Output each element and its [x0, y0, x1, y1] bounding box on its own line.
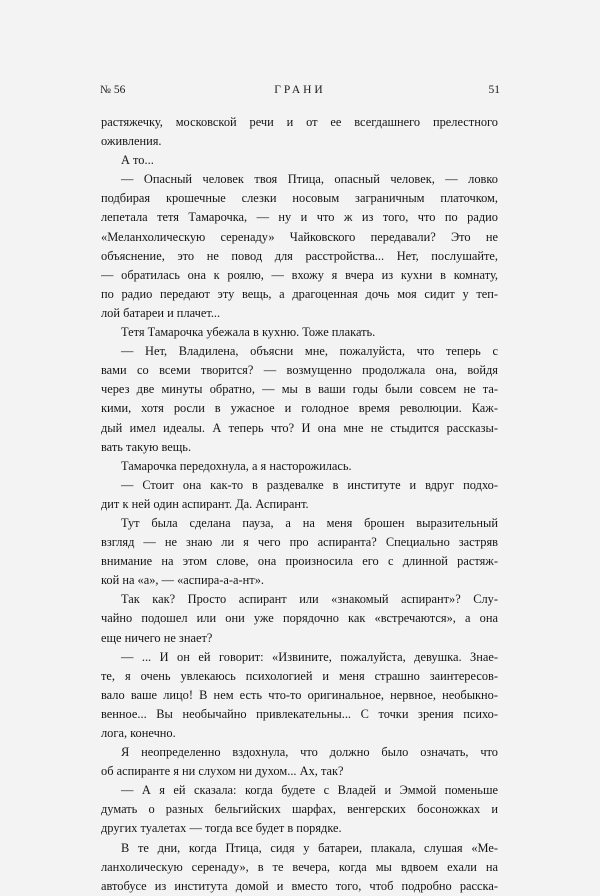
text-line: растяжечку, московской речи и от ее всегдашнего прелестного [101, 115, 498, 129]
text-line: дит к ней один аспирант. Да. Аспирант. [101, 496, 309, 511]
text-line: еще ничего не знает? [101, 630, 213, 645]
text-line: — А я ей сказала: когда будете с Владей и Эммой поменьше [121, 783, 498, 798]
text-line: — Нет, Владилена, объясни мне, пожалуйста, что теперь с [121, 344, 498, 359]
text-line: те, я очень увлекаюсь психологией и меня страшно заинтересов- [101, 668, 498, 683]
text-line: вами со всеми творится? — возмущенно продолжала она, войдя [101, 363, 498, 378]
text-line: Так как? Просто аспирант или «знакомый аспирант»? Слу- [121, 592, 498, 607]
running-header [100, 84, 500, 100]
text-line: вало ваше лицо! В нем есть что-то оригинальное, нервное, необыкно- [101, 687, 498, 702]
text-line: — обратилась она к роялю, — вхожу я вчера из кухни в комнату, [101, 267, 498, 282]
text-line: через две минуты обратно, — мы в ваши годы были совсем не та- [101, 382, 498, 397]
text-line: Тамарочка передохнула, а я насторожилась. [121, 458, 352, 473]
text-line: кой на «а», — «аспира-а-а-нт». [101, 573, 264, 588]
text-line: взгляд — не знаю ли я чего про аспиранта? Специально застряв [101, 535, 498, 550]
text-line: об аспиранте я ни слухом ни духом... Ах, так? [101, 764, 344, 779]
text-line: «Меланхолическую серенаду» Чайковского передавали? Это не [101, 229, 498, 244]
text-line: Тут была сделана пауза, а на меня брошен выразительный [121, 515, 498, 530]
body-text [101, 113, 498, 896]
text-line: А то... [121, 153, 154, 168]
text-line: объяснение, это не повод для расстройства... Нет, послушайте, [101, 248, 498, 263]
text-line: по радио передают эту вещь, а драгоценная дочь моя сидит у теп- [101, 286, 498, 301]
text-line: подбирая крошечные слезки носовым заграничным платочком, [101, 191, 498, 206]
text-line: оживления. [101, 134, 162, 149]
text-line: В те дни, когда Птица, сидя у батареи, плакала, слушая «Ме- [121, 840, 498, 855]
text-line: чайно подошел или они уже порядочно как «встречаются», а она [101, 611, 498, 626]
text-line: — ... И он ей говорит: «Извините, пожалуйста, девушка. Знае- [121, 649, 498, 664]
text-line: дый имел идеалы. А теперь что? И она мне не стыдится рассказы- [101, 420, 498, 435]
text-line: кими, хотя росли в ужасное и голодное время революции. Каж- [101, 401, 498, 416]
text-line: Я неопределенно вздохнула, что должно было означать, что [121, 745, 498, 760]
text-line: лепетала тетя Тамарочка, — ну и что ж из того, что по радио [101, 210, 498, 225]
page-number: 51 [488, 84, 500, 96]
text-line: внимание на этом слове, она произносила его с длинной растяж- [101, 554, 498, 569]
text-line: думать о разных бельгийских шарфах, венгерских босоножках и [101, 802, 498, 817]
text-line: венное... Вы необычайно привлекательны... С точки зрения психо- [101, 706, 498, 721]
journal-title: ГРАНИ [274, 84, 326, 96]
text-line: ланхолическую серенаду», в те вечера, когда мы вдвоем ехали на [101, 859, 498, 874]
text-line: Тетя Тамарочка убежала в кухню. Тоже плакать. [121, 325, 376, 340]
text-line: вать такую вещь. [101, 439, 192, 454]
text-line: других туалетах — тогда все будет в порядке. [101, 821, 342, 836]
issue-number: № 56 [100, 84, 126, 96]
text-line: лога, конечно. [101, 726, 176, 740]
text-line: — Стоит она как-то в раздевалке в институте и вдруг подхо- [121, 477, 498, 492]
text-line: лой батареи и плачет... [101, 305, 221, 320]
text-line: — Опасный человек твоя Птица, опасный человек, — ловко [121, 172, 498, 187]
text-line: автобусе из института домой и вместо того, чтоб подробно расска- [101, 878, 498, 893]
